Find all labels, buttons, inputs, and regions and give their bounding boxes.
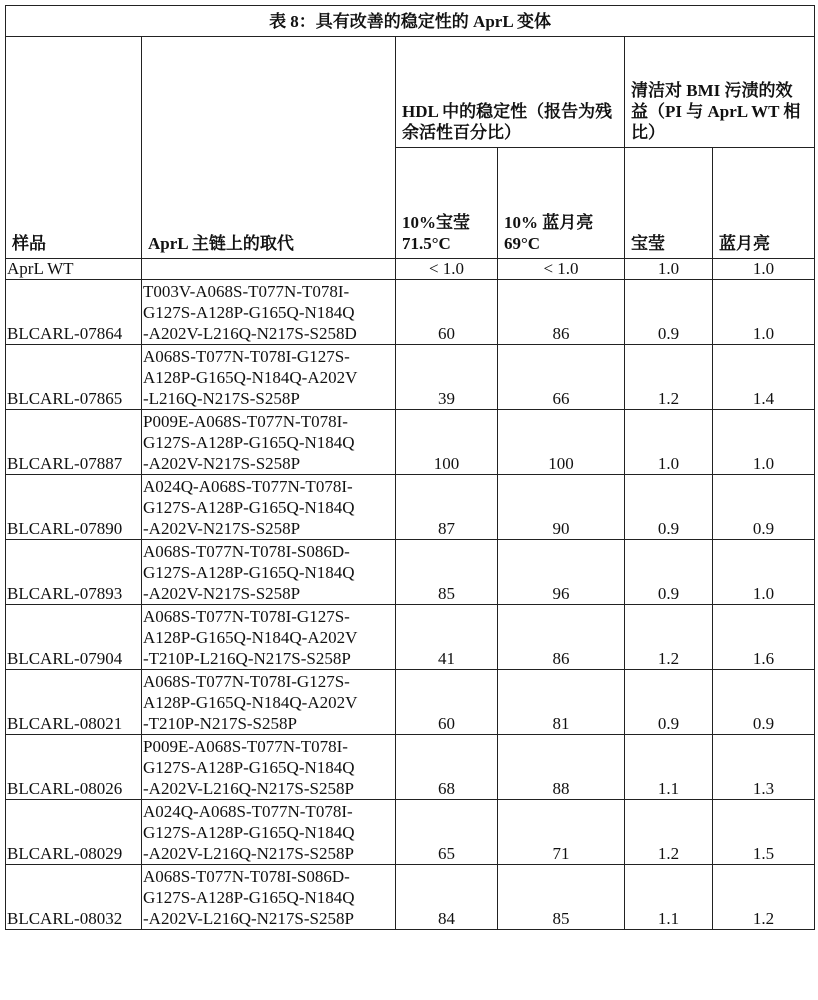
cell-clean2: 1.0 <box>713 259 815 280</box>
cell-substitutions: A068S-T077N-T078I-S086D- G127S-A128P-G165Q-N184Q -A202V-L216Q-N217S-S258P <box>142 865 396 930</box>
cell-clean1: 1.1 <box>625 865 713 930</box>
cell-clean1: 1.2 <box>625 345 713 410</box>
table-row <box>6 865 815 930</box>
cell-clean1: 0.9 <box>625 475 713 540</box>
cell-clean2: 0.9 <box>713 475 815 540</box>
header-stability-group: HDL 中的稳定性（报告为残余活性百分比） <box>396 37 625 148</box>
cell-sample: BLCARL-08026 <box>6 735 142 800</box>
cell-clean1: 0.9 <box>625 540 713 605</box>
cell-sample: AprL WT <box>6 259 142 280</box>
cell-stab1: 60 <box>396 670 498 735</box>
table-row <box>6 410 815 475</box>
header-cleaning-group: 清洁对 BMI 污渍的效益（PI 与 AprL WT 相比） <box>625 37 815 148</box>
table-row <box>6 800 815 865</box>
header-substitutions: AprL 主链上的取代 <box>142 37 396 259</box>
cell-sample: BLCARL-08032 <box>6 865 142 930</box>
cell-stab1: 60 <box>396 280 498 345</box>
table-row <box>6 670 815 735</box>
table-row <box>6 540 815 605</box>
cell-stab2: < 1.0 <box>498 259 625 280</box>
cell-stab1: < 1.0 <box>396 259 498 280</box>
cell-stab2: 96 <box>498 540 625 605</box>
cell-substitutions: A068S-T077N-T078I-S086D- G127S-A128P-G165Q-N184Q -A202V-N217S-S258P <box>142 540 396 605</box>
cell-stab2: 71 <box>498 800 625 865</box>
cell-stab2: 88 <box>498 735 625 800</box>
cell-stab1: 41 <box>396 605 498 670</box>
header-stab-bluemoon: 10% 蓝月亮 69°C <box>498 148 625 259</box>
title-row <box>6 6 815 37</box>
cell-sample: BLCARL-07904 <box>6 605 142 670</box>
cell-substitutions: T003V-A068S-T077N-T078I- G127S-A128P-G165Q-N184Q -A202V-L216Q-N217S-S258D <box>142 280 396 345</box>
cell-stab2: 85 <box>498 865 625 930</box>
cell-stab2: 86 <box>498 280 625 345</box>
cell-sample: BLCARL-07864 <box>6 280 142 345</box>
cell-clean1: 1.0 <box>625 259 713 280</box>
cell-stab1: 68 <box>396 735 498 800</box>
table-title: 表 8：具有改善的稳定性的 AprL 变体 <box>6 6 815 37</box>
cell-clean2: 1.3 <box>713 735 815 800</box>
cell-clean2: 1.0 <box>713 280 815 345</box>
aprl-variants-table <box>5 5 815 930</box>
cell-substitutions: A068S-T077N-T078I-G127S- A128P-G165Q-N184Q-A202V -L216Q-N217S-S258P <box>142 345 396 410</box>
table-row <box>6 735 815 800</box>
cell-stab1: 39 <box>396 345 498 410</box>
cell-stab2: 100 <box>498 410 625 475</box>
header-stab-persil: 10%宝莹 71.5°C <box>396 148 498 259</box>
cell-clean2: 1.0 <box>713 540 815 605</box>
cell-substitutions: A024Q-A068S-T077N-T078I- G127S-A128P-G165Q-N184Q -A202V-N217S-S258P <box>142 475 396 540</box>
cell-stab1: 85 <box>396 540 498 605</box>
cell-stab1: 84 <box>396 865 498 930</box>
cell-sample: BLCARL-07893 <box>6 540 142 605</box>
cell-stab2: 81 <box>498 670 625 735</box>
header-sample: 样品 <box>6 37 142 259</box>
cell-sample: BLCARL-07865 <box>6 345 142 410</box>
cell-clean2: 0.9 <box>713 670 815 735</box>
table-row <box>6 345 815 410</box>
header-clean-persil: 宝莹 <box>625 148 713 259</box>
cell-substitutions: P009E-A068S-T077N-T078I- G127S-A128P-G165Q-N184Q -A202V-L216Q-N217S-S258P <box>142 735 396 800</box>
cell-clean1: 1.1 <box>625 735 713 800</box>
cell-clean1: 1.2 <box>625 605 713 670</box>
cell-substitutions: A068S-T077N-T078I-G127S- A128P-G165Q-N184Q-A202V -T210P-N217S-S258P <box>142 670 396 735</box>
cell-clean2: 1.4 <box>713 345 815 410</box>
cell-substitutions: P009E-A068S-T077N-T078I- G127S-A128P-G165Q-N184Q -A202V-N217S-S258P <box>142 410 396 475</box>
table-row-wt <box>6 259 815 280</box>
cell-sample: BLCARL-08029 <box>6 800 142 865</box>
cell-stab2: 90 <box>498 475 625 540</box>
cell-sample: BLCARL-07887 <box>6 410 142 475</box>
cell-clean1: 0.9 <box>625 670 713 735</box>
cell-stab1: 65 <box>396 800 498 865</box>
cell-clean1: 0.9 <box>625 280 713 345</box>
cell-substitutions <box>142 259 396 280</box>
header-row-group <box>6 37 815 148</box>
table-row <box>6 605 815 670</box>
cell-sample: BLCARL-08021 <box>6 670 142 735</box>
table-row <box>6 475 815 540</box>
table-row <box>6 280 815 345</box>
header-clean-bluemoon: 蓝月亮 <box>713 148 815 259</box>
cell-substitutions: A068S-T077N-T078I-G127S- A128P-G165Q-N184Q-A202V -T210P-L216Q-N217S-S258P <box>142 605 396 670</box>
cell-stab2: 86 <box>498 605 625 670</box>
cell-clean2: 1.2 <box>713 865 815 930</box>
cell-sample: BLCARL-07890 <box>6 475 142 540</box>
cell-clean2: 1.5 <box>713 800 815 865</box>
cell-clean2: 1.6 <box>713 605 815 670</box>
cell-clean2: 1.0 <box>713 410 815 475</box>
cell-stab1: 87 <box>396 475 498 540</box>
cell-stab2: 66 <box>498 345 625 410</box>
cell-stab1: 100 <box>396 410 498 475</box>
cell-clean1: 1.0 <box>625 410 713 475</box>
cell-clean1: 1.2 <box>625 800 713 865</box>
cell-substitutions: A024Q-A068S-T077N-T078I- G127S-A128P-G165Q-N184Q -A202V-L216Q-N217S-S258P <box>142 800 396 865</box>
